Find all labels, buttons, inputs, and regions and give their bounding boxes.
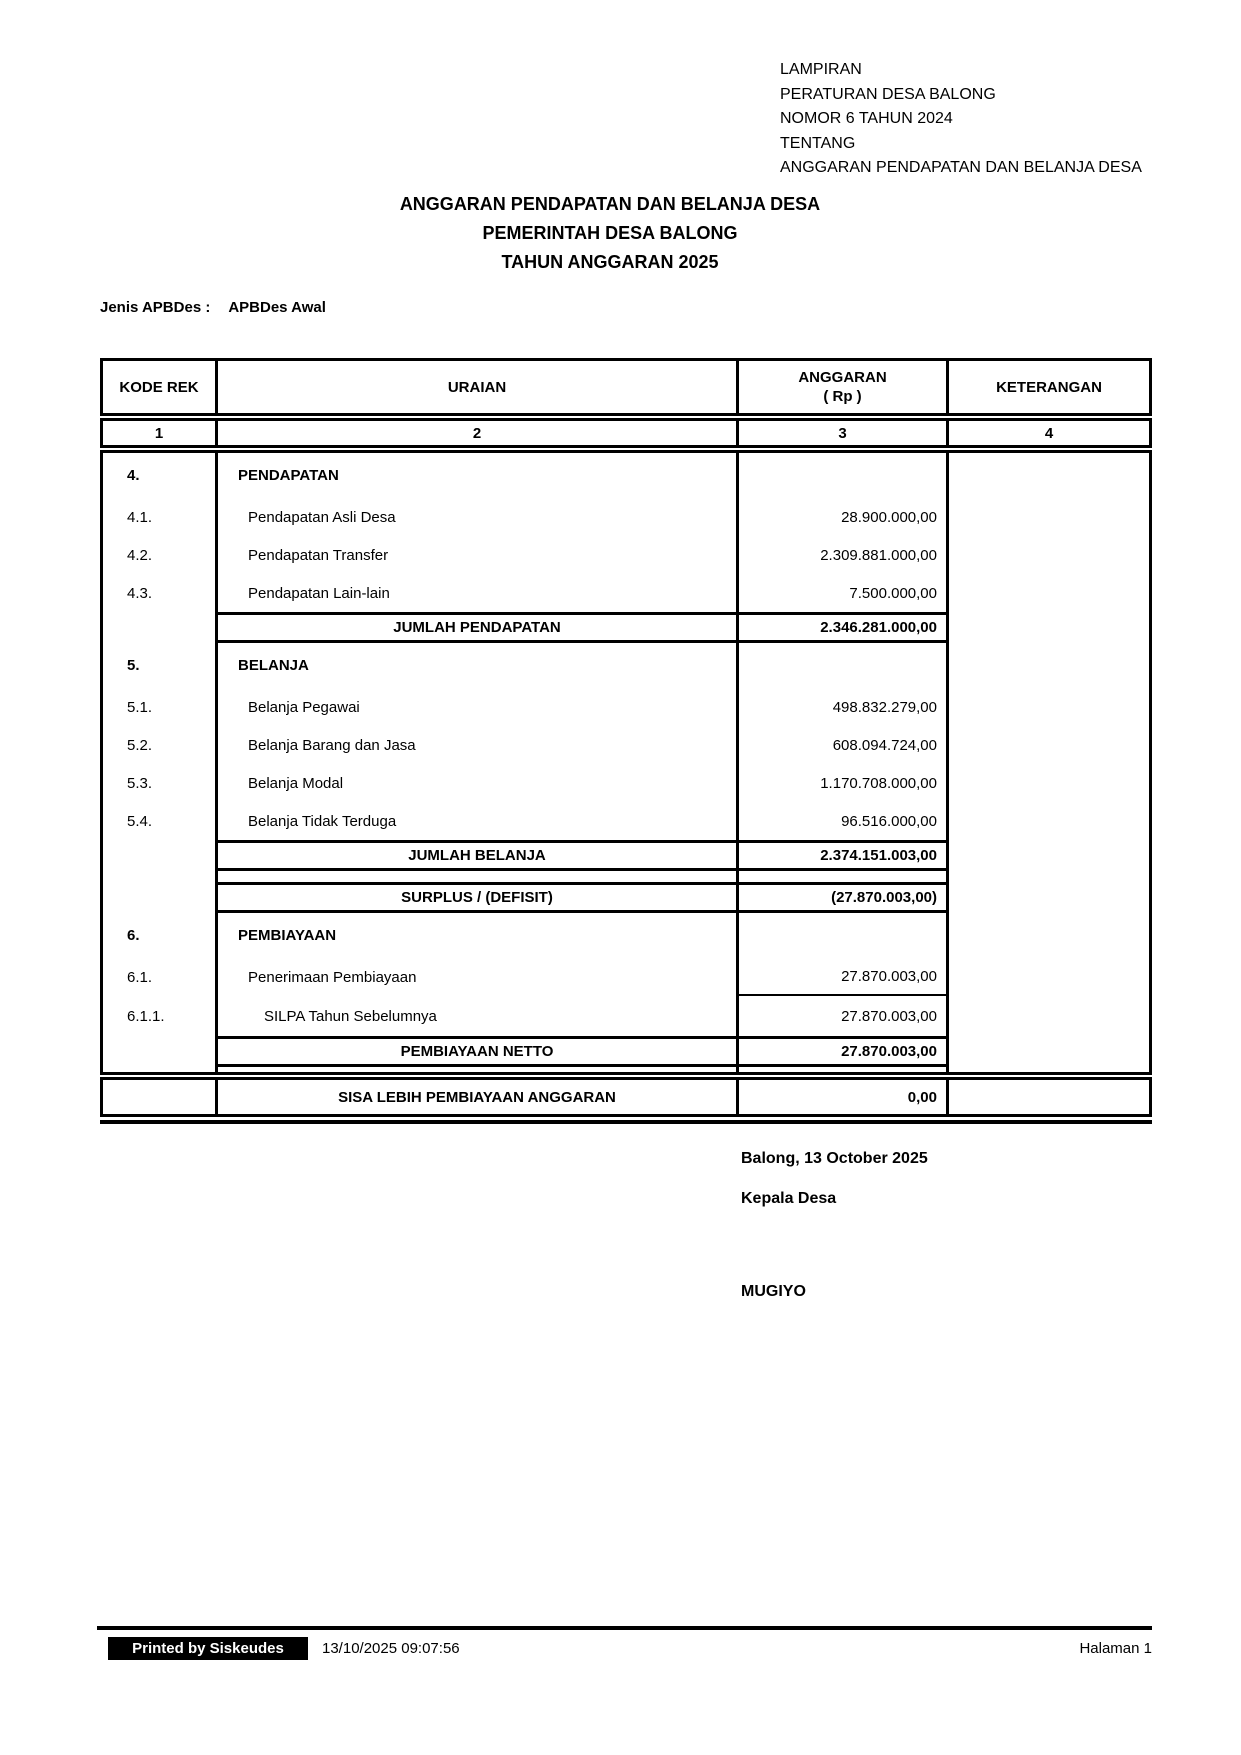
keterangan-cell (949, 643, 1149, 688)
uraian-cell (218, 871, 739, 882)
anggaran-cell: 27.870.003,00 (739, 958, 949, 996)
uraian-cell: JUMLAH BELANJA (218, 840, 739, 871)
column-number: 1 (103, 421, 218, 445)
table-row (103, 802, 1149, 840)
kode-cell: 5.4. (103, 802, 218, 840)
anggaran-cell: 498.832.279,00 (739, 688, 949, 726)
kode-cell (103, 1080, 218, 1114)
anggaran-cell: 7.500.000,00 (739, 574, 949, 612)
uraian-cell: PENDAPATAN (218, 453, 739, 498)
letterhead-line: LAMPIRAN (780, 61, 862, 78)
uraian-cell: SILPA Tahun Sebelumnya (218, 996, 739, 1036)
jenis-value: APBDes Awal (228, 299, 326, 316)
printed-by-badge: Printed by Siskeudes (108, 1637, 308, 1660)
keterangan-cell (949, 1036, 1149, 1067)
kode-cell: 6.1. (103, 958, 218, 996)
keterangan-cell (949, 453, 1149, 498)
keterangan-cell (949, 913, 1149, 958)
table-row (103, 453, 1149, 498)
kode-cell: 5. (103, 643, 218, 688)
keterangan-cell (949, 688, 1149, 726)
jenis-label: Jenis APBDes : (100, 299, 211, 316)
letterhead-line: NOMOR 6 TAHUN 2024 (780, 110, 953, 127)
keterangan-cell (949, 802, 1149, 840)
anggaran-cell: 608.094.724,00 (739, 726, 949, 764)
anggaran-cell (739, 913, 949, 958)
keterangan-cell (949, 1080, 1149, 1114)
uraian-cell: Belanja Tidak Terduga (218, 802, 739, 840)
kode-cell: 4.3. (103, 574, 218, 612)
uraian-cell (218, 1067, 739, 1072)
title-line-2: PEMERINTAH DESA BALONG (482, 223, 738, 243)
keterangan-cell (949, 726, 1149, 764)
kode-cell: 5.1. (103, 688, 218, 726)
kode-cell: 6.1.1. (103, 996, 218, 1036)
kode-cell: 5.3. (103, 764, 218, 802)
header-anggaran (739, 361, 949, 413)
title-line-1: ANGGARAN PENDAPATAN DAN BELANJA DESA (399, 194, 821, 214)
anggaran-cell: 28.900.000,00 (739, 498, 949, 536)
anggaran-cell: 0,00 (739, 1080, 949, 1114)
anggaran-cell (739, 643, 949, 688)
footer-rule (97, 1626, 1152, 1630)
table-row (103, 726, 1149, 764)
uraian-cell: Belanja Pegawai (218, 688, 739, 726)
table-row (103, 996, 1149, 1036)
table-row (103, 871, 1149, 882)
letterhead (780, 58, 1142, 181)
kode-cell: 5.2. (103, 726, 218, 764)
grand-total-row (100, 1077, 1152, 1117)
keterangan-cell (949, 1067, 1149, 1072)
table-row (103, 688, 1149, 726)
document-title (0, 190, 1220, 277)
kode-cell: 4.2. (103, 536, 218, 574)
table-row (103, 536, 1149, 574)
anggaran-cell: 27.870.003,00 (739, 996, 949, 1036)
keterangan-cell (949, 612, 1149, 643)
kode-cell (103, 882, 218, 913)
kode-cell: 6. (103, 913, 218, 958)
keterangan-cell (949, 882, 1149, 913)
table-bottom-rule (100, 1120, 1152, 1124)
uraian-cell: Penerimaan Pembiayaan (218, 958, 739, 996)
table-row (103, 958, 1149, 996)
table-row (103, 882, 1149, 913)
table-row (103, 840, 1149, 871)
header-kode-rek: KODE REK (103, 361, 218, 413)
kode-cell (103, 871, 218, 882)
uraian-cell: Belanja Barang dan Jasa (218, 726, 739, 764)
budget-table (100, 358, 1152, 1124)
keterangan-cell (949, 840, 1149, 871)
title-line-3: TAHUN ANGGARAN 2025 (501, 252, 719, 272)
uraian-cell: SISA LEBIH PEMBIAYAAN ANGGARAN (218, 1080, 739, 1114)
table-row (103, 764, 1149, 802)
kode-cell: 4. (103, 453, 218, 498)
table-row (103, 1067, 1149, 1072)
uraian-cell: BELANJA (218, 643, 739, 688)
column-number: 4 (1044, 424, 1054, 442)
signature-name: MUGIYO (741, 1283, 806, 1300)
column-number-row (100, 418, 1152, 448)
table-row (103, 913, 1149, 958)
jenis-apbdes (100, 299, 326, 316)
kode-cell (103, 1036, 218, 1067)
anggaran-cell: 2.346.281.000,00 (739, 612, 949, 643)
anggaran-cell: 96.516.000,00 (739, 802, 949, 840)
kode-cell (103, 612, 218, 643)
keterangan-cell (949, 536, 1149, 574)
header-keterangan: KETERANGAN (996, 378, 1102, 396)
keterangan-cell (949, 574, 1149, 612)
table-row (103, 1036, 1149, 1067)
print-datetime: 13/10/2025 09:07:56 (322, 1640, 460, 1657)
uraian-cell: Pendapatan Transfer (218, 536, 739, 574)
signature-place-date: Balong, 13 October 2025 (741, 1150, 928, 1167)
page-number: Halaman 1 (1079, 1640, 1152, 1657)
anggaran-cell: 2.374.151.003,00 (739, 840, 949, 871)
anggaran-cell: 2.309.881.000,00 (739, 536, 949, 574)
anggaran-cell: 1.170.708.000,00 (739, 764, 949, 802)
uraian-cell: PEMBIAYAAN (218, 913, 739, 958)
letterhead-line: TENTANG (780, 134, 856, 152)
table-row (103, 643, 1149, 688)
header-anggaran-line1: ANGGARAN (798, 369, 887, 386)
table-row (103, 612, 1149, 643)
column-number: 2 (218, 421, 739, 445)
keterangan-cell (949, 958, 1149, 996)
kode-cell (103, 1067, 218, 1072)
uraian-cell: Belanja Modal (218, 764, 739, 802)
uraian-cell: Pendapatan Lain-lain (218, 574, 739, 612)
letterhead-line: PERATURAN DESA BALONG (780, 85, 996, 103)
column-number: 3 (739, 421, 949, 445)
uraian-cell: SURPLUS / (DEFISIT) (218, 882, 739, 913)
kode-cell: 4.1. (103, 498, 218, 536)
header-anggaran-line2: ( Rp ) (823, 388, 862, 405)
table-row (103, 574, 1149, 612)
table-header-row (100, 358, 1152, 416)
uraian-cell: PEMBIAYAAN NETTO (218, 1036, 739, 1067)
keterangan-cell (949, 871, 1149, 882)
keterangan-cell (949, 498, 1149, 536)
anggaran-cell (739, 871, 949, 882)
signature-role: Kepala Desa (741, 1190, 837, 1207)
anggaran-cell (739, 453, 949, 498)
uraian-cell: Pendapatan Asli Desa (218, 498, 739, 536)
header-uraian: URAIAN (218, 361, 739, 413)
letterhead-line: ANGGARAN PENDAPATAN DAN BELANJA DESA (780, 159, 1142, 176)
table-row (103, 498, 1149, 536)
keterangan-cell (949, 996, 1149, 1036)
kode-cell (103, 840, 218, 871)
table-body (100, 450, 1152, 1075)
anggaran-cell (739, 1067, 949, 1072)
uraian-cell: JUMLAH PENDAPATAN (218, 612, 739, 643)
anggaran-cell: (27.870.003,00) (739, 882, 949, 913)
anggaran-cell: 27.870.003,00 (739, 1036, 949, 1067)
keterangan-cell (949, 764, 1149, 802)
